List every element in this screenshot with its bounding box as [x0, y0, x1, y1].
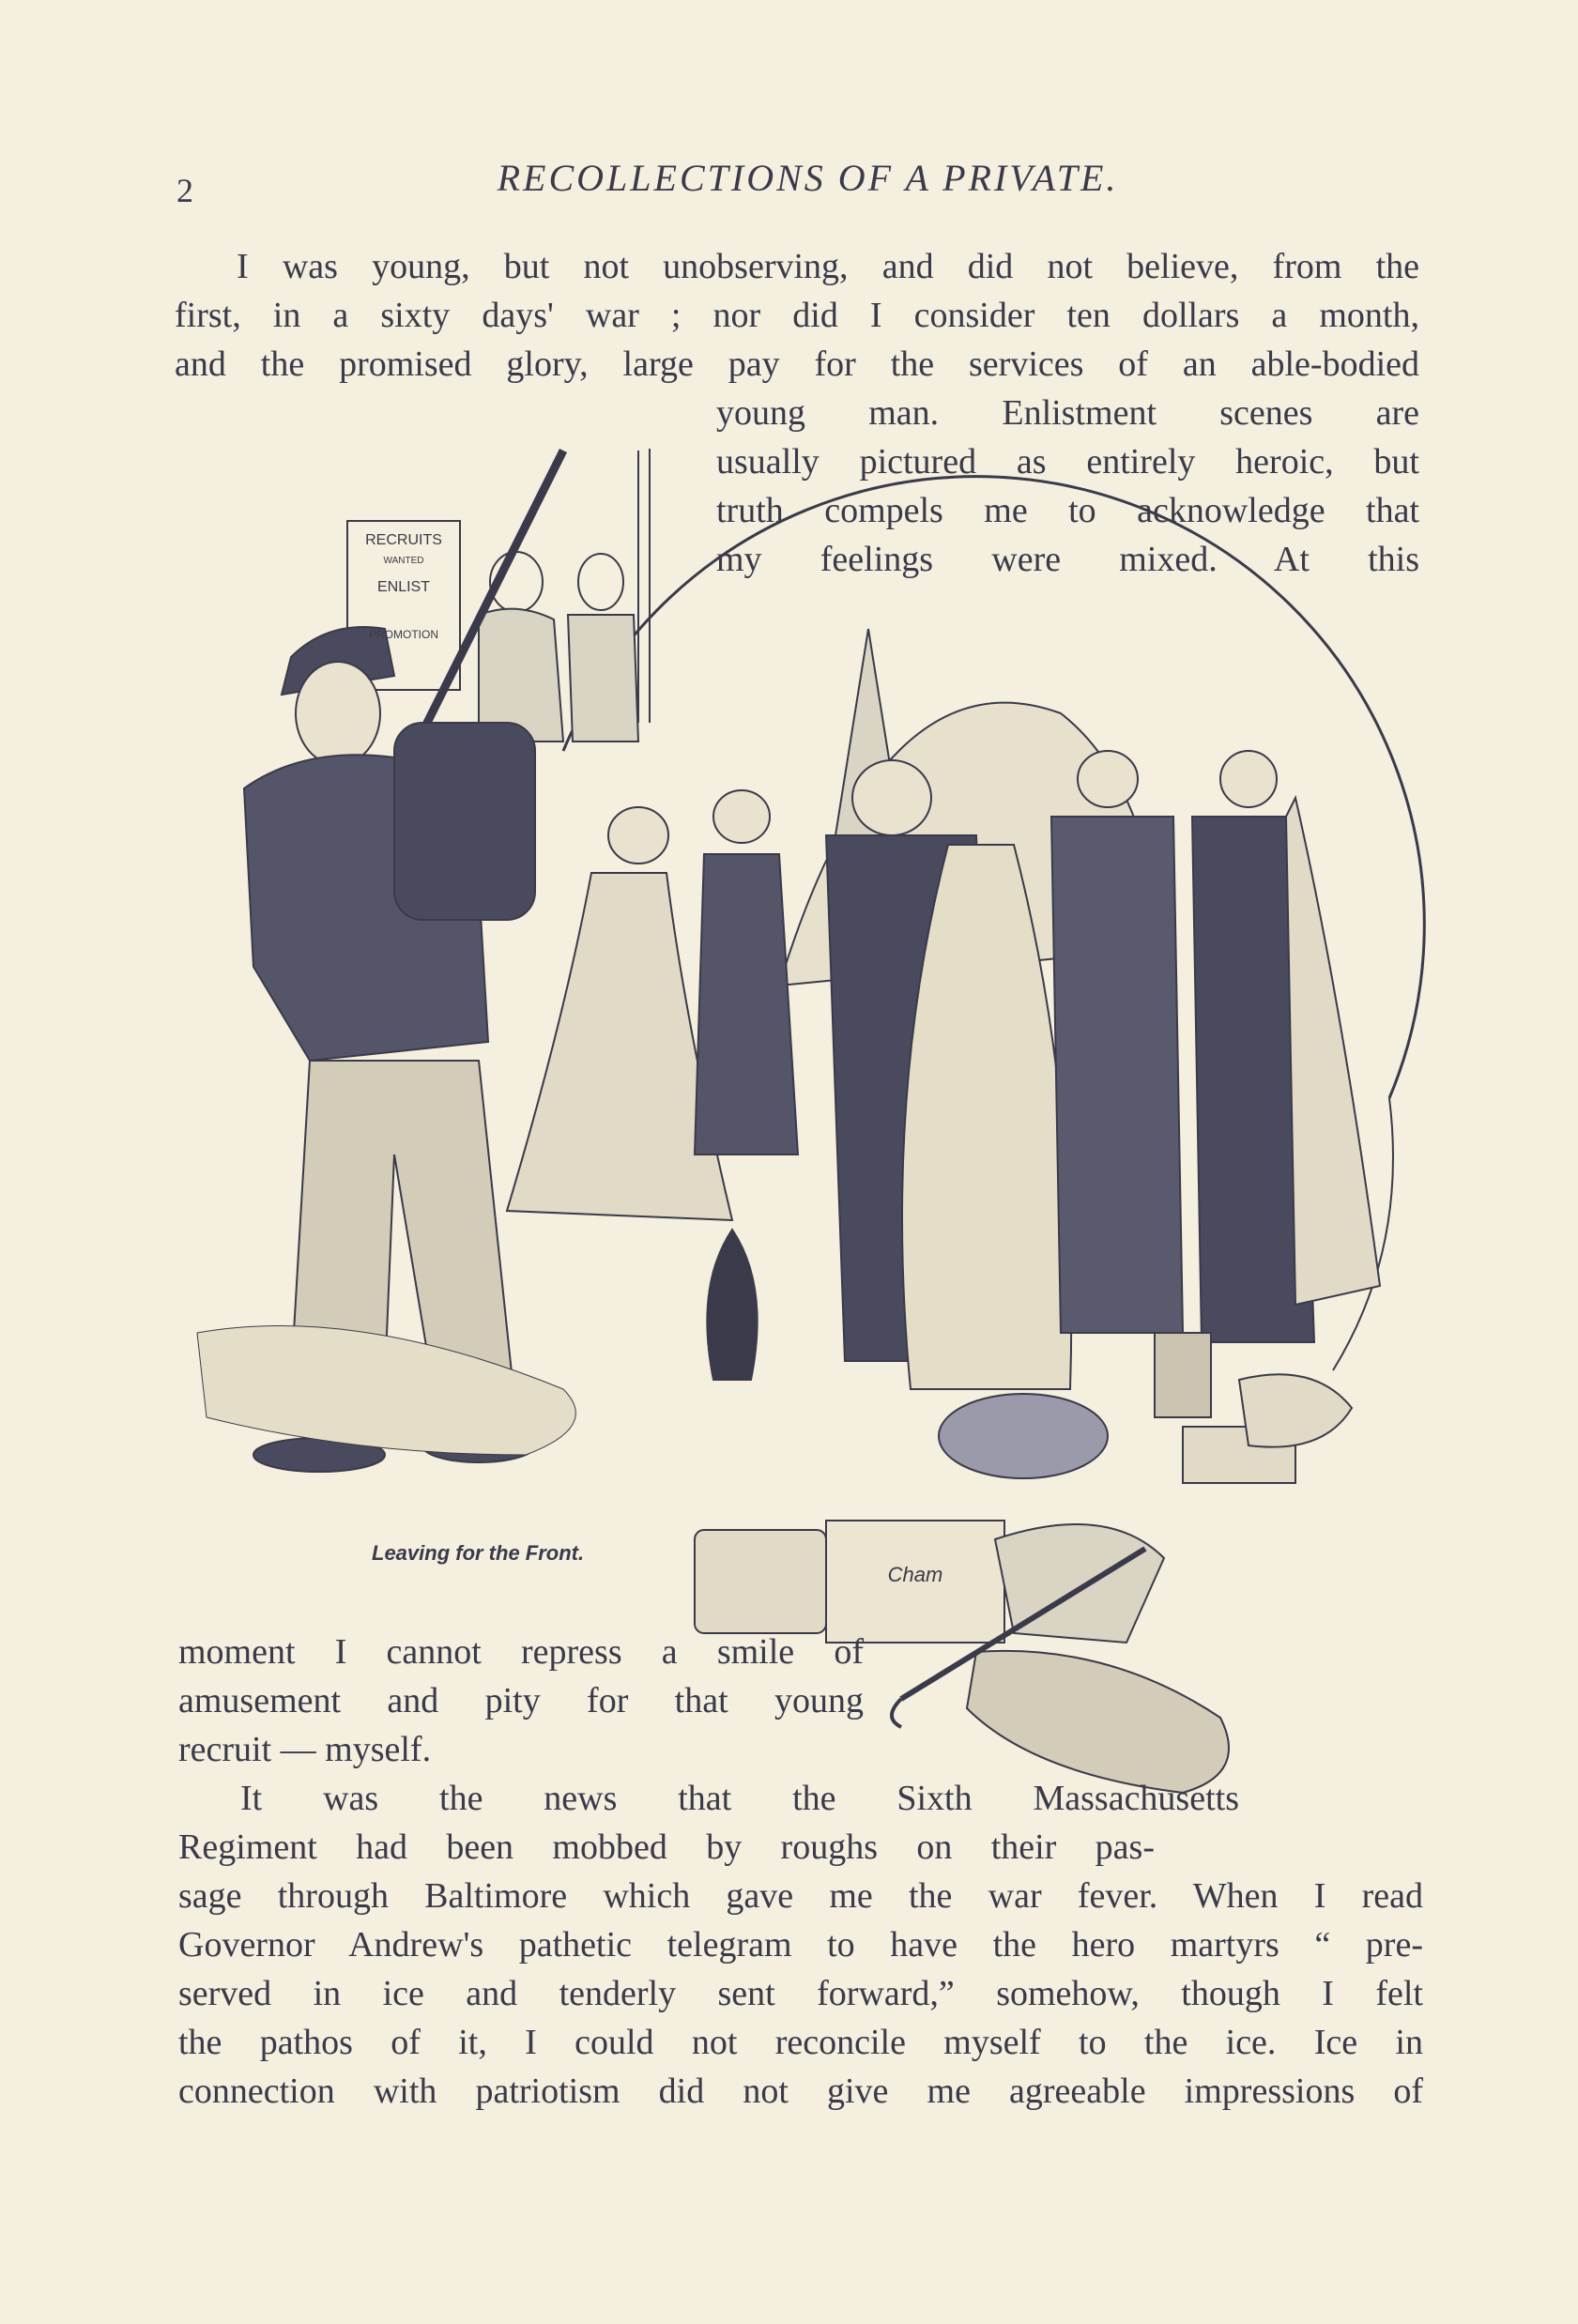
dog: [707, 1230, 757, 1380]
illustration-caption: Leaving for the Front.: [372, 1541, 585, 1565]
text-line: connection with patriotism did not give me agreeable impressions of: [178, 2072, 1423, 2111]
poster-text: RECRUITS: [365, 532, 442, 548]
text-line: usually pictured as entirely heroic, but: [716, 442, 1419, 482]
crowd-group: [507, 751, 1380, 1389]
text-line: served in ice and tenderly sent forward,” somehow, though I felt: [178, 1974, 1423, 2013]
text-line: I was young, but not unobserving, and did not believe, from the: [237, 247, 1419, 286]
text-line: young man. Enlistment scenes are: [716, 393, 1419, 433]
paragraph-2: [178, 1774, 1423, 2116]
text-line: Regiment had been mobbed by roughs on their pas-: [178, 1827, 1155, 1867]
poster-text: PROMOTION: [369, 628, 438, 641]
poster-text: WANTED: [383, 556, 424, 566]
crate-label: Cham: [887, 1563, 943, 1586]
leaving-for-front-illustration: [169, 441, 1446, 1830]
paragraph-1-top: [175, 242, 1419, 389]
recruit-figure: [578, 554, 623, 610]
page-number: 2: [176, 172, 193, 209]
text-line: amusement and pity for that young: [178, 1681, 864, 1720]
text-line: and the promised glory, large pay for the services of an able-bodied: [175, 344, 1419, 384]
poster-text: ENLIST: [376, 579, 431, 595]
text-line: recruit — myself.: [178, 1730, 432, 1769]
paragraph-1-left-column: [178, 1628, 864, 1774]
running-head: RECOLLECTIONS OF A PRIVATE.: [497, 157, 1119, 199]
text-line: moment I cannot repress a smile of: [178, 1632, 864, 1672]
text-line: my feelings were mixed. At this: [716, 540, 1419, 579]
text-line: sage through Baltimore which gave me the war fever. When I read: [178, 1876, 1423, 1916]
text-line: the pathos of it, I could not reconcile myself to the ice. Ice in: [178, 2023, 1423, 2062]
text-line: Governor Andrew's pathetic telegram to have the hero martyrs “ pre-: [178, 1925, 1423, 1965]
text-line: truth compels me to acknowledge that: [716, 491, 1419, 530]
text-line: first, in a sixty days' war ; nor did I consider ten dollars a month,: [175, 296, 1419, 335]
text-line: It was the news that the Sixth Massachusetts: [240, 1779, 1239, 1818]
